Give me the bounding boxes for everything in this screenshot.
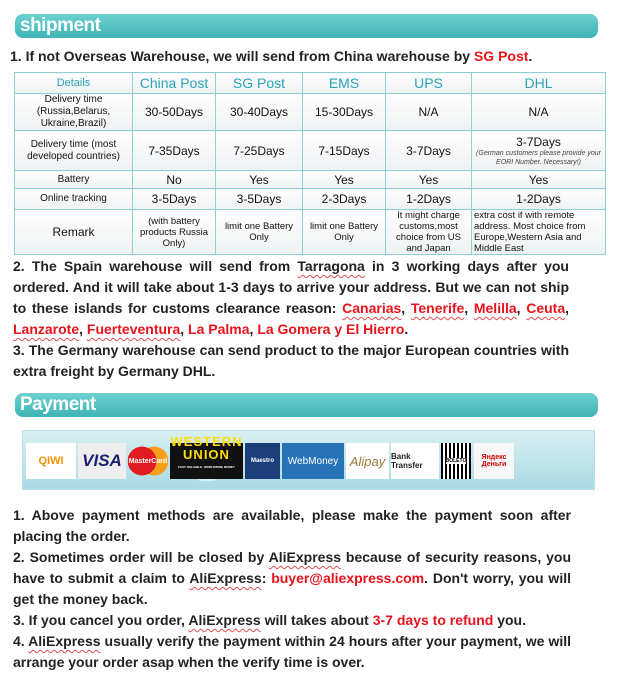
text: 1. If not Overseas Warehouse, we will send from China warehouse by [10,48,474,64]
payment-note-1: 1. Above payment methods are available, please make the payment soon after placing the order. [13,507,571,544]
cell: limit one Battery Only [216,210,303,255]
text: will takes about [260,612,373,628]
table-header-row [15,73,606,94]
visa-logo: VISA [78,443,126,479]
cell: 1-2Days [472,189,606,210]
tarragona: Tarragona [297,258,365,274]
maestro-logo: Maestro [245,443,280,479]
western-union-logo [170,434,243,482]
cell: Yes [216,171,303,189]
text: . [528,48,533,64]
qiwi-logo: QIWI [26,443,76,479]
table-row [15,210,606,255]
aliexpress: AliExpress [189,570,262,586]
cell: Yes [303,171,386,189]
table-row [15,94,606,131]
cell: 7-35Days [133,131,216,171]
header-ups: UPS [386,73,472,94]
shipment-banner: shipment [15,14,598,38]
alipay-logo: Alipay [346,443,389,479]
text: : [261,570,272,586]
aliexpress: AliExpress [268,549,342,565]
text: . Don't worry, you will get the money back. [13,570,571,607]
sg-post-highlight: SG Post [473,48,529,64]
header-china-post: China Post [133,73,216,94]
cell: 7-15Days [303,131,386,171]
text: 4. [13,633,29,649]
germany-warehouse-paragraph: 3. The Germany warehouse can send product to the major European countries with extra freight by Germany DHL. [13,342,569,379]
payment-note-4 [13,631,571,673]
row-label: Delivery time (Russia,Belarus, Ukraine,Brazil) [15,94,133,131]
cell: No [133,171,216,189]
wu-tagline: FAST. RELIABLE. WORLDWIDE MONEY TRANSFER [178,465,235,482]
header-ems: EMS [303,73,386,94]
cell: 3-7Days [386,131,472,171]
cell: 3-5Days [216,189,303,210]
island: Ceuta [526,300,566,316]
cell: 7-25Days [216,131,303,171]
table-row [15,189,606,210]
payment-logos-strip [22,430,595,490]
refund-period: 3-7 days to refund [372,612,494,628]
yandex-money-logo: Яндекс Деньги [474,443,514,479]
table-row [15,171,606,189]
dhl-days: 3-7Days [516,134,561,149]
cell: N/A [386,94,472,131]
cell: 15-30Days [303,94,386,131]
payment-note-2 [13,547,571,610]
island: Tenerife [410,300,465,316]
row-label: Online tracking [15,189,133,210]
header-dhl: DHL [472,73,606,94]
cell: 2-3Days [303,189,386,210]
island: Fuerteventura [86,321,181,337]
spain-warehouse-paragraph: 2. The Spain warehouse will send from Tarragona in 3 working days after you ordered. And it will take about 1-3 days to arrive your address. But we can not ship to these islands for customs clearance reason: Canarias, Tenerife, Melilla, Ceuta, Lanzarote, Fuerteventura, La Palma, La Gomera y El Hierro. [13,258,570,337]
mastercard-logo: MasterCard [128,443,168,479]
buyer-email-link[interactable]: buyer@aliexpress.com [271,570,425,586]
boleto-logo [441,443,471,479]
aliexpress: AliExpress [28,633,101,649]
text: usually verify the payment within 24 hours after your payment, we will arrange your order asap when the verify time is over. [13,633,572,670]
webmoney-logo: WebMoney [282,443,344,479]
cell: Yes [472,171,606,189]
shipping-table [14,72,606,255]
island: Canarias [342,300,402,316]
cell: 3-5Days [133,189,216,210]
island: Lanzarote [13,321,80,337]
row-label: Battery [15,171,133,189]
header-details: Details [15,73,133,94]
bank-transfer-logo: Bank Transfer [391,443,439,479]
boleto-text: BOLETO [445,458,467,464]
cell: limit one Battery Only [303,210,386,255]
island: Melilla [473,300,517,316]
text: 2. Sometimes order will be closed by [13,549,269,565]
cell: extra cost if with remote address. Most choice from Europe,Western Asia and Middle East [472,210,606,255]
island: La Palma [188,321,250,337]
wu-name: WESTERN UNION [170,434,243,462]
cell: It might charge customs,most choice from US and Japan [386,210,472,255]
island: La Gomera y El Hierro [257,321,405,337]
text: 3. If you cancel you order, [13,612,189,628]
row-label: Remark [15,210,133,255]
aliexpress: AliExpress [188,612,261,628]
cell: 1-2Days [386,189,472,210]
text: in 3 working days after you ordered. And it will take about 1-3 days to arrive your address. But we can not ship to these islands for customs clearance reason: [13,258,569,316]
cell: 30-40Days [216,94,303,131]
text: you. [493,612,526,628]
cell: (with battery products Russia Only) [133,210,216,255]
dhl-eori-note: (German customers please provide your EORI Number. Necessary!) [476,149,601,166]
cell: 30-50Days [133,94,216,131]
cell: N/A [472,94,606,131]
header-sg-post: SG Post [216,73,303,94]
payment-note-3 [13,610,571,631]
shipment-line-1 [10,46,610,67]
cell: Yes [386,171,472,189]
row-label: Delivery time (most developed countries) [15,131,133,171]
text: 2. The Spain warehouse will send from [13,258,298,274]
cell [472,131,606,171]
text: because of security reasons, you have to submit a claim to [13,549,572,586]
table-row [15,131,606,171]
payment-banner: Payment [15,393,598,417]
